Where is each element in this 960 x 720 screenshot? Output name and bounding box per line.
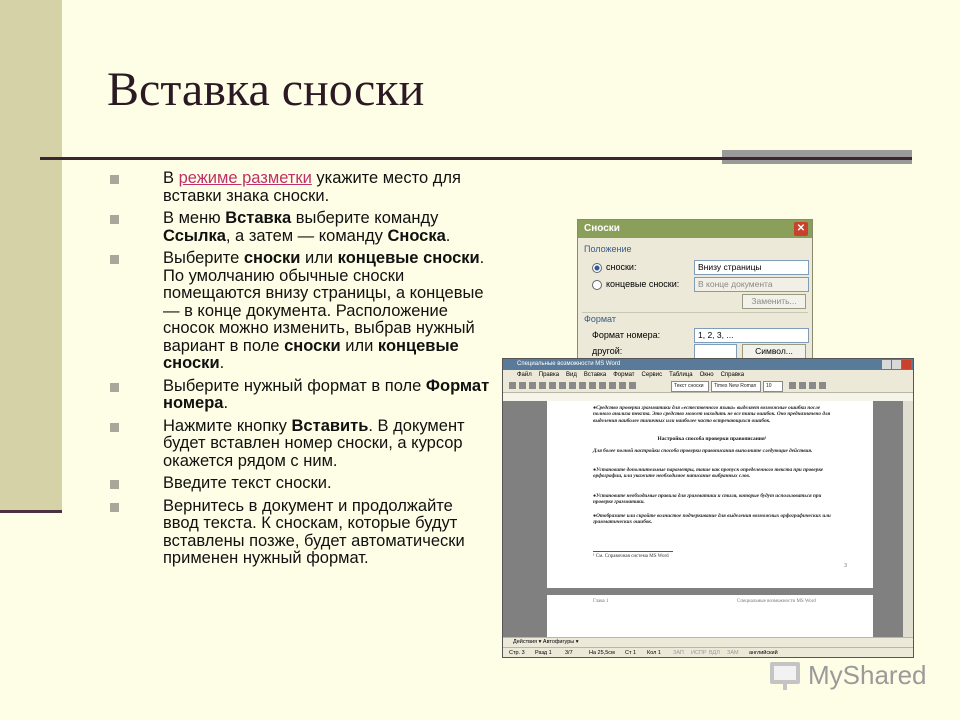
bullet-item (110, 210, 490, 245)
word-menubar (503, 370, 913, 380)
style-select[interactable]: Текст сноски (671, 381, 709, 392)
radio-icon (592, 263, 602, 273)
vertical-scrollbar[interactable] (903, 401, 913, 637)
bullet-text: . (223, 394, 229, 412)
bullet-bold: Формат номера (163, 376, 490, 412)
bullet-marker (110, 383, 119, 392)
status-page: Стр. 3 (509, 650, 525, 656)
bullet-bold: Вставить (291, 416, 369, 435)
bullet-item (110, 250, 490, 373)
new-icon[interactable] (509, 382, 516, 389)
save-icon[interactable] (529, 382, 536, 389)
status-language: английский (749, 650, 778, 656)
status-section: Разд 1 (535, 650, 552, 656)
sidebar-divider (0, 510, 62, 513)
spellcheck-icon[interactable] (549, 382, 556, 389)
bullet-item (110, 418, 490, 471)
menu-item-window[interactable]: Окно (699, 372, 714, 378)
bullet-text: , а затем — команду (225, 226, 388, 245)
bullet-marker (110, 423, 119, 432)
custom-mark-input[interactable] (694, 344, 737, 359)
menu-item-insert[interactable]: Вставка (583, 372, 607, 378)
footnotes-radio[interactable] (592, 262, 636, 273)
watermark (768, 658, 927, 692)
table-icon[interactable] (609, 382, 616, 389)
bullet-text: . (219, 354, 225, 372)
bullet-marker (110, 175, 119, 184)
position-group-label: Положение (584, 244, 632, 254)
bullet-bold: сноски (243, 249, 301, 267)
bullet-item (110, 170, 490, 205)
open-icon[interactable] (519, 382, 526, 389)
maximize-icon[interactable] (892, 360, 901, 369)
dialog-divider (582, 312, 808, 313)
radio-icon (592, 280, 602, 290)
bullet-marker (110, 255, 119, 264)
bullet-text: . (445, 226, 451, 245)
endnotes-location-select[interactable] (694, 277, 809, 292)
font-size-select[interactable]: 10 (763, 381, 783, 392)
bullet-text: Вернитесь в документ и продолжайте ввод текста. К сноскам, которые будут вставлены позже, будет автоматически применен нужный формат. (163, 496, 465, 567)
bullet-text: Нажмите кнопку (163, 416, 292, 435)
bullet-item (110, 498, 490, 568)
status-column: Кол 1 (647, 650, 661, 656)
redo-icon[interactable] (599, 382, 606, 389)
endnotes-radio[interactable] (592, 279, 679, 290)
close-icon[interactable]: ✕ (794, 222, 808, 236)
bullet-text: выберите команду (291, 209, 439, 227)
bullet-bold: Сноска (387, 226, 446, 245)
status-overtype[interactable]: ЗАМ (727, 650, 739, 656)
format-group-label: Формат (584, 314, 616, 324)
menu-item-format[interactable]: Формат (613, 372, 635, 378)
slide-title: Вставка сноски (107, 63, 425, 116)
bullet-text: Выберите (163, 249, 244, 267)
bullet-text: или (340, 336, 378, 355)
doc-paragraph: ●Установите необходимые правила для грамматики и стиля, которые будут использоваться при проверке грамматики. (593, 493, 822, 506)
bullet-bold: Вставка (225, 209, 292, 227)
doc-heading: Настройка способа проверки правописания¹ (657, 436, 767, 442)
window-controls (881, 360, 911, 374)
bullet-marker (110, 503, 119, 512)
bullet-text: В меню (163, 209, 226, 227)
bullet-text: Введите текст сноски. (163, 474, 332, 492)
bullet-item (110, 475, 490, 493)
menu-item-table[interactable]: Таблица (669, 372, 693, 378)
bullet-bold: концевые сноски (163, 336, 459, 372)
status-bar (503, 647, 913, 658)
word-titlebar (503, 359, 913, 370)
status-extend[interactable]: ВДЛ (709, 650, 720, 656)
paragraph-icon[interactable] (629, 382, 636, 389)
word-title: Специальные возможности MS Word (517, 361, 621, 367)
copy-icon[interactable] (569, 382, 576, 389)
bullet-text: Выберите нужный формат в поле (163, 376, 426, 395)
number-format-select[interactable] (694, 328, 809, 343)
doc-paragraph: ●Отобразите или скройте волнистое подчеркивание для выделения возможных орфографических или грамматических ошибок. (593, 513, 831, 526)
menu-item-tools[interactable]: Сервис (641, 372, 663, 378)
symbol-button[interactable]: Символ... (742, 344, 806, 359)
menu-item-view[interactable]: Вид (566, 372, 577, 378)
bold-icon[interactable] (789, 382, 796, 389)
menu-item-help[interactable]: Справка (720, 372, 745, 378)
bullet-list (110, 170, 490, 573)
status-pages: 3/7 (565, 650, 573, 656)
document-area[interactable] (503, 401, 903, 637)
document-page (547, 401, 873, 588)
doc-paragraph: ●Установите дополнительные параметры, такие как пропуск определенного текста при проверке орфографии, или укажите необходимое написание выбранных слов. (593, 467, 824, 480)
menu-item-file[interactable]: Файл (517, 372, 532, 378)
menu-item-edit[interactable]: Правка (538, 372, 560, 378)
dialog-title: Сноски (584, 223, 620, 234)
print-icon[interactable] (539, 382, 546, 389)
bullet-text: или (300, 249, 338, 267)
close-icon[interactable] (902, 360, 911, 369)
underline-icon[interactable] (809, 382, 816, 389)
bullet-item (110, 378, 490, 413)
bullet-bold: сноски (284, 336, 341, 355)
page-header-right: Специальные возможности MS Word (737, 599, 816, 604)
custom-mark-label: другой: (592, 346, 623, 356)
watermark-text: MyShared (808, 660, 927, 690)
footnotes-dialog (577, 219, 813, 361)
align-icon[interactable] (819, 382, 826, 389)
layout-mode-link[interactable]: режиме разметки (178, 169, 312, 187)
bullet-bold: концевые сноски (337, 249, 480, 267)
word-toolbar (503, 380, 913, 393)
number-format-label: Формат номера: (592, 330, 661, 340)
paste-icon[interactable] (579, 382, 586, 389)
bullet-text: . В документ будет вставлен номер сноски, а курсор окажется рядом с ним. (163, 416, 465, 470)
endnotes-location-value: В конце документа (698, 279, 773, 289)
font-select[interactable]: Times New Roman (711, 381, 761, 392)
footnotes-location-select[interactable] (694, 260, 809, 275)
bullet-text: . По умолчанию обычные сноски помещаются внизу страницы, а концевые — в конце документа. Расположение сносок можно изменить, выбрав нужный вариант в поле (163, 249, 485, 355)
italic-icon[interactable] (799, 382, 806, 389)
footnote-separator (593, 551, 673, 552)
number-format-value: 1, 2, 3, ... (698, 330, 734, 340)
bullet-marker (110, 480, 119, 489)
word-window (502, 358, 914, 658)
status-line: Ст 1 (625, 650, 637, 656)
dialog-titlebar (578, 220, 812, 238)
footnote-text: ¹ См. Справочная система MS Word (593, 554, 669, 559)
drawing-toolbar[interactable]: Действия ▾ Автофигуры ▾ (503, 637, 914, 647)
bullet-text: В (163, 169, 179, 187)
bullet-text: укажите место для вставки знака сноски. (163, 169, 461, 205)
doc-paragraph: Для более полной настройки способа проверки правописания выполните следующие действия. (593, 448, 813, 454)
page-header-left: Глава 1 (593, 599, 609, 604)
bullet-marker (110, 215, 119, 224)
endnotes-label: концевые сноски: (606, 279, 680, 289)
page-number: 3 (844, 563, 847, 569)
undo-icon[interactable] (589, 382, 596, 389)
status-position: На 25,5см (589, 650, 615, 656)
minimize-icon[interactable] (882, 360, 891, 369)
title-rule (40, 157, 912, 160)
cut-icon[interactable] (559, 382, 566, 389)
doc-paragraph: ●Средство проверки грамматики для «естественного языка» выделяет возможные ошибки после полного анализа текста. Это средство может находить не все типы ошибок. Оно предназначено для выделения наиболее типичных или наиболее часто встречающихся ошибок. (593, 405, 831, 424)
status-rec[interactable]: ЗАП (673, 650, 684, 656)
presentation-icon (768, 658, 804, 692)
footnotes-label: сноски: (606, 262, 637, 272)
replace-button[interactable]: Заменить... (742, 294, 806, 309)
columns-icon[interactable] (619, 382, 626, 389)
bullet-bold: Ссылка (163, 226, 226, 245)
slide-sidebar (0, 0, 62, 512)
footnotes-location-value: Внизу страницы (698, 262, 762, 272)
status-track[interactable]: ИСПР (691, 650, 707, 656)
